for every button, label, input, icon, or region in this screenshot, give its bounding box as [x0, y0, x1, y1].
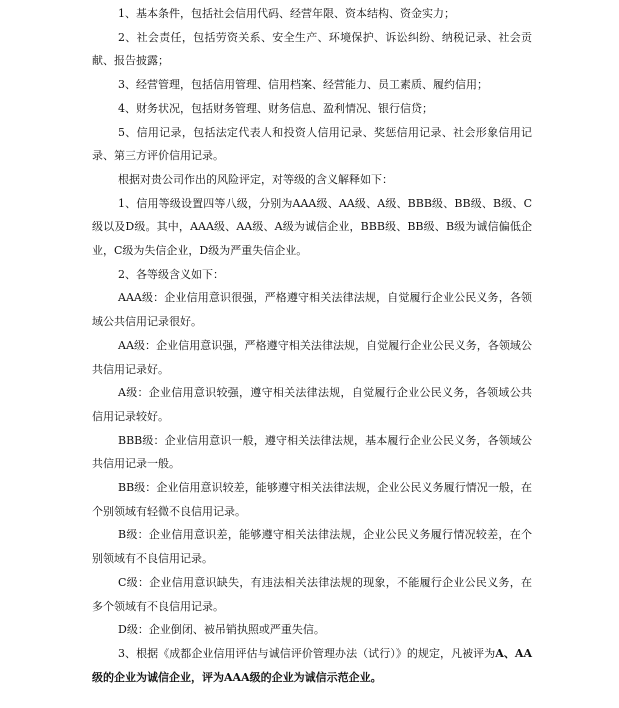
- paragraph-level-b: B级：企业信用意识差，能够遵守相关法律法规，企业公民义务履行情况较差，在个别领域有不良信用记录。: [92, 528, 532, 566]
- paragraph-level-bbb: BBB级：企业信用意识一般，遵守相关法律法规，基本履行企业公民义务，各领域公共信用记录一般。: [92, 433, 532, 471]
- paragraph-level-d: D级：企业倒闭、被吊销执照或严重失信。: [118, 623, 325, 637]
- paragraph-business-management: 3、经营管理，包括信用管理、信用档案、经营能力、员工素质、履约信用；: [118, 78, 488, 92]
- paragraph-level-a: A级：企业信用意识较强，遵守相关法律法规，自觉履行企业公民义务，各领域公共信用记录较好。: [92, 386, 532, 423]
- paragraph-rating-levels: 1、信用等级设置四等八级，分别为AAA级、AA级、A级、BBB级、BB级、B级、C级以及D级。其中，AAA级、AA级、A级为诚信企业，BBB级、BB级、B级为诚信偏低企业，C级为失信企业，D级为严重失信企业。: [92, 196, 532, 258]
- paragraph-credit-record: 5、信用记录，包括法定代表人和投资人信用记录、奖惩信用记录、社会形象信用记录、第三方评价信用记录。: [92, 125, 532, 163]
- regulation-text: 3、根据《成都企业信用评估与诚信评价管理办法（试行）》的规定，凡被评为: [118, 646, 496, 660]
- paragraph-social-responsibility: 2、社会责任，包括劳资关系、安全生产、环境保护、诉讼纠纷、纳税记录、社会贡献、报告披露；: [92, 30, 532, 68]
- document-page: [92, 0, 532, 689]
- paragraph-level-aaa: AAA级：企业信用意识很强，严格遵守相关法律法规，自觉履行企业公民义务，各领域公共信用记录很好。: [92, 291, 532, 329]
- paragraph-level-meanings-heading: 2、各等级含义如下：: [118, 267, 224, 281]
- paragraph-regulation: [92, 642, 532, 689]
- regulation-bold-text: A、AA级的企业为诚信企业，评为AAA级的企业为诚信示范企业。: [92, 646, 533, 684]
- paragraph-rating-intro: 根据对贵公司作出的风险评定，对等级的含义解释如下：: [118, 172, 393, 186]
- paragraph-level-bb: BB级：企业信用意识较差，能够遵守相关法律法规，企业公民义务履行情况一般，在个别领域有轻微不良信用记录。: [92, 481, 532, 518]
- paragraph-level-c: C级：企业信用意识缺失，有违法相关法律法规的现象，不能履行企业公民义务，在多个领域有不良信用记录。: [92, 575, 532, 613]
- paragraph-basic-conditions: 1、基本条件，包括社会信用代码、经营年限、资本结构、资金实力；: [118, 7, 455, 20]
- paragraph-level-aa: AA级：企业信用意识强，严格遵守相关法律法规，自觉履行企业公民义务，各领域公共信用记录好。: [92, 338, 532, 376]
- paragraph-financial-status: 4、财务状况，包括财务管理、财务信息、盈利情况、银行信贷；: [118, 101, 433, 115]
